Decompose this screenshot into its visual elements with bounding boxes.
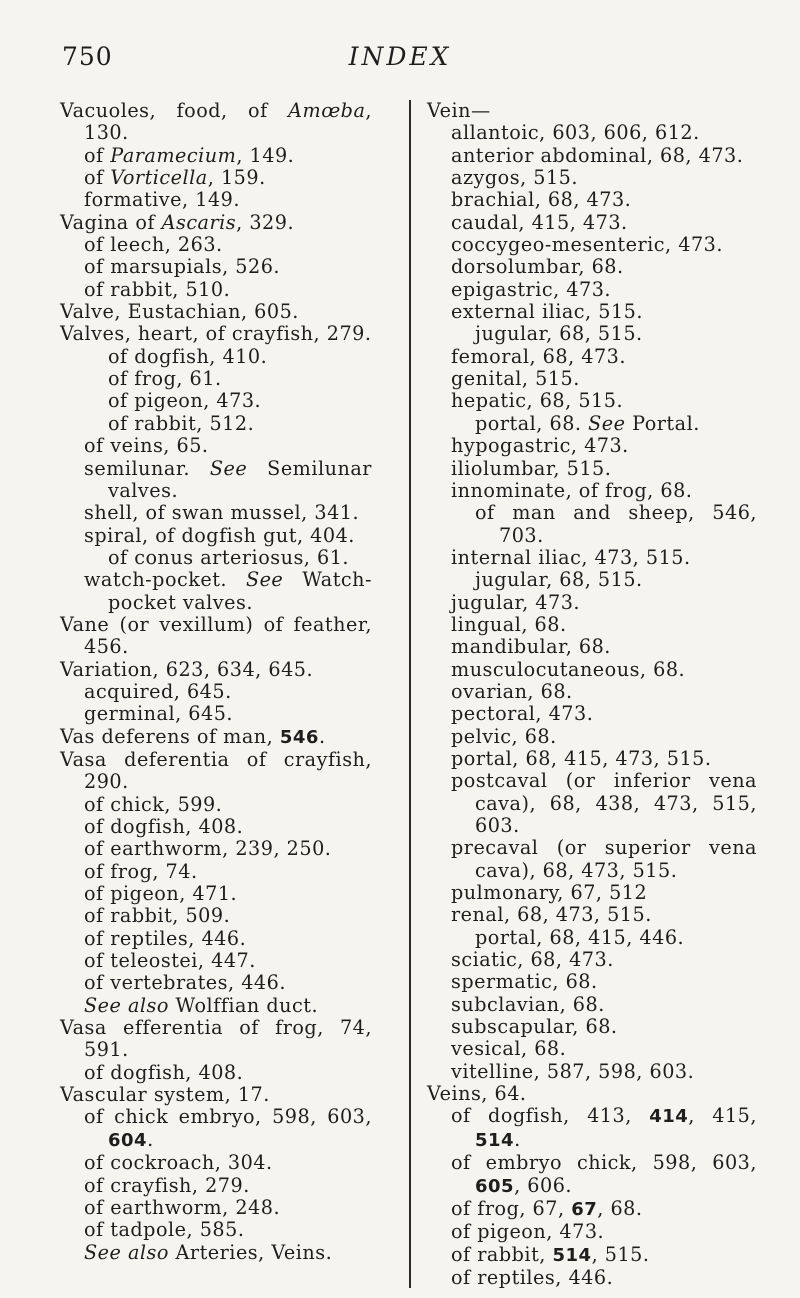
entry-text: anterior abdominal, 68, 473. xyxy=(451,143,744,167)
index-subentry xyxy=(427,480,757,502)
index-subentry xyxy=(427,904,757,926)
index-subentry xyxy=(427,1244,757,1267)
entry-text: of leech, 263. xyxy=(84,233,223,257)
entry-text: of crayfish, 279. xyxy=(84,1173,250,1197)
index-subentry xyxy=(427,659,757,681)
entry-text: Portal. xyxy=(625,411,700,435)
entry-text: of dogfish, 408. xyxy=(84,815,244,838)
entry-text: Veins, 64. xyxy=(427,1082,527,1106)
entry-text: mandibular, 68. xyxy=(451,635,611,659)
bold-page-ref: 514 xyxy=(552,1244,592,1266)
entry-text: subclavian, 68. xyxy=(451,992,605,1016)
bold-page-ref: 546 xyxy=(279,726,319,748)
index-subentry xyxy=(60,1175,372,1197)
italic-term: See also xyxy=(84,1240,169,1264)
index-column-right xyxy=(427,100,757,1289)
index-subentry xyxy=(427,413,757,435)
entry-text: , 606. xyxy=(514,1173,572,1197)
entry-text: of earthworm, 248. xyxy=(84,1195,281,1219)
index-subentry xyxy=(427,279,757,301)
entry-text: epigastric, 473. xyxy=(451,277,612,301)
entry-text: of dogfish, 408. xyxy=(84,1060,244,1084)
index-subentry xyxy=(60,1219,372,1241)
bold-page-ref: 414 xyxy=(649,1106,689,1128)
index-subentry xyxy=(427,1061,757,1083)
entry-text: of embryo chick, 598, 603, xyxy=(451,1151,757,1175)
index-entry xyxy=(60,100,372,145)
entry-text: of man and sheep, 546, 703. xyxy=(475,501,757,547)
entry-text: semilunar. xyxy=(84,456,210,480)
index-subentry xyxy=(427,681,757,703)
index-entry xyxy=(60,323,372,345)
index-subentry xyxy=(427,234,757,256)
entry-text: of rabbit, xyxy=(451,1242,553,1266)
italic-term: See xyxy=(588,411,626,435)
index-subentry xyxy=(427,502,757,547)
entry-text: lingual, 68. xyxy=(451,612,567,636)
entry-text: vitelline, 587, 598, 603. xyxy=(451,1059,695,1083)
index-entry xyxy=(60,726,372,749)
index-entry xyxy=(60,659,372,681)
index-subentry xyxy=(427,390,757,412)
index-subentry xyxy=(427,256,757,278)
entry-text: germinal, 645. xyxy=(84,702,233,726)
entry-text: of tadpole, 585. xyxy=(84,1218,245,1242)
index-subentry xyxy=(60,995,372,1017)
index-subentry xyxy=(427,994,757,1016)
entry-text: of xyxy=(84,166,111,190)
index-subentry xyxy=(427,167,757,189)
entry-text: Watch-pocket valves. xyxy=(108,568,372,614)
index-subentry xyxy=(60,1106,372,1152)
entry-text: , 159. xyxy=(207,166,266,190)
entry-text: Vane (or vexillum) of feather, 456. xyxy=(60,612,372,659)
index-subentry xyxy=(60,256,372,278)
entry-text: of cockroach, 304. xyxy=(84,1151,273,1175)
entry-text: musculocutaneous, 68. xyxy=(451,657,686,681)
index-subentry xyxy=(427,927,757,949)
entry-text: spermatic, 68. xyxy=(451,970,598,994)
index-subentry xyxy=(427,547,757,569)
index-subentry xyxy=(60,816,372,838)
index-subentry xyxy=(60,390,372,412)
entry-text: of dogfish, 410. xyxy=(108,344,268,368)
entry-text: of reptiles, 446. xyxy=(451,1265,614,1289)
entry-text: of pigeon, 471. xyxy=(84,882,238,906)
index-subentry xyxy=(60,346,372,368)
entry-text: watch-pocket. xyxy=(84,568,246,592)
bold-page-ref: 67 xyxy=(571,1198,598,1220)
entry-text: , 415, xyxy=(688,1104,757,1128)
entry-text: pelvic, 68. xyxy=(451,724,557,748)
entry-text: sciatic, 68, 473. xyxy=(451,948,614,972)
entry-text: innominate, of frog, 68. xyxy=(451,478,693,502)
bold-page-ref: 605 xyxy=(475,1175,515,1197)
entry-text: of frog, 61. xyxy=(108,367,222,391)
italic-term: See xyxy=(245,568,284,592)
index-subentry xyxy=(60,525,372,547)
entry-text: , 329. xyxy=(236,210,295,234)
running-head: INDEX xyxy=(348,42,452,71)
index-entry xyxy=(60,301,372,323)
index-subentry xyxy=(427,1152,757,1198)
entry-text: Vasa efferentia of frog, 74, 591. xyxy=(60,1016,372,1062)
entry-text: of pigeon, 473. xyxy=(451,1220,605,1244)
index-subentry xyxy=(60,794,372,816)
italic-term: Vorticella xyxy=(110,166,208,190)
entry-text: spiral, of dogfish gut, 404. xyxy=(84,523,355,547)
index-entry xyxy=(60,212,372,234)
column-divider xyxy=(409,100,411,1288)
entry-text: . xyxy=(318,724,326,748)
italic-term: See also xyxy=(84,993,169,1017)
index-subentry xyxy=(427,748,757,770)
entry-text: . xyxy=(147,1127,154,1151)
index-subentry xyxy=(60,883,372,905)
entry-text: genital, 515. xyxy=(451,367,580,391)
entry-text: jugular, 68, 515. xyxy=(475,568,643,592)
entry-text: , 149. xyxy=(236,143,295,167)
entry-text: jugular, 473. xyxy=(451,590,581,614)
italic-term: See xyxy=(209,456,248,480)
entry-text: precaval (or superior vena cava), 68, 473, 515. xyxy=(451,836,757,882)
index-entry xyxy=(427,1083,757,1105)
index-subentry xyxy=(60,435,372,457)
index-subentry xyxy=(60,569,372,614)
entry-text: Arteries, Veins. xyxy=(168,1240,333,1264)
index-entry xyxy=(60,1017,372,1062)
index-column-left xyxy=(60,100,372,1264)
entry-text: coccygeo-mesenteric, 473. xyxy=(451,233,723,257)
index-subentry xyxy=(427,569,757,591)
bold-page-ref: 514 xyxy=(475,1129,515,1151)
index-subentry xyxy=(427,837,757,882)
index-subentry xyxy=(427,1038,757,1060)
entry-text: of dogfish, 413, xyxy=(451,1104,650,1128)
index-subentry xyxy=(427,145,757,167)
index-entry xyxy=(427,100,757,122)
index-subentry xyxy=(427,323,757,345)
entry-text: of earthworm, 239, 250. xyxy=(84,837,332,861)
index-subentry xyxy=(427,703,757,725)
index-subentry xyxy=(427,435,757,457)
entry-text: of frog, 67, xyxy=(451,1196,572,1220)
entry-text: Vas deferens of man, xyxy=(60,724,280,748)
entry-text: portal, 68. xyxy=(475,411,589,435)
entry-text: of marsupials, 526. xyxy=(84,255,281,279)
entry-text: Wolffian duct. xyxy=(168,993,319,1017)
entry-text: brachial, 68, 473. xyxy=(451,188,632,212)
entry-text: postcaval (or inferior vena cava), 68, 438, 473, 515, 603. xyxy=(451,769,757,837)
entry-text: Vagina of xyxy=(60,210,162,234)
index-subentry xyxy=(427,122,757,144)
index-subentry xyxy=(427,882,757,904)
index-subentry xyxy=(427,346,757,368)
index-subentry xyxy=(60,502,372,524)
entry-text: iliolumbar, 515. xyxy=(451,456,612,480)
entry-text: jugular, 68, 515. xyxy=(475,322,643,346)
index-subentry xyxy=(427,726,757,748)
entry-text: vesical, 68. xyxy=(451,1037,567,1061)
entry-text: pulmonary, 67, 512 xyxy=(451,881,648,905)
index-subentry xyxy=(60,972,372,994)
index-subentry xyxy=(60,413,372,435)
index-entry xyxy=(60,614,372,659)
index-subentry xyxy=(427,770,757,837)
entry-text: allantoic, 603, 606, 612. xyxy=(451,121,700,145)
index-subentry xyxy=(427,189,757,211)
index-subentry xyxy=(60,838,372,860)
entry-text: portal, 68, 415, 446. xyxy=(475,925,685,949)
entry-text: of rabbit, 510. xyxy=(84,277,231,301)
index-subentry xyxy=(60,1242,372,1264)
entry-text: ovarian, 68. xyxy=(451,679,573,703)
entry-text: of frog, 74. xyxy=(84,859,198,883)
index-subentry xyxy=(60,681,372,703)
entry-text: azygos, 515. xyxy=(451,166,578,190)
index-subentry xyxy=(60,928,372,950)
entry-text: of rabbit, 512. xyxy=(108,411,255,435)
index-subentry xyxy=(60,234,372,256)
index-subentry xyxy=(427,614,757,636)
bold-page-ref: 604 xyxy=(108,1129,148,1151)
entry-text: of xyxy=(84,143,111,167)
index-subentry xyxy=(427,592,757,614)
entry-text: Vacuoles, food, of xyxy=(60,99,289,122)
entry-text: subscapular, 68. xyxy=(451,1015,618,1039)
entry-text: acquired, 645. xyxy=(84,679,232,703)
entry-text: hypogastric, 473. xyxy=(451,434,629,458)
index-subentry xyxy=(427,458,757,480)
index-subentry xyxy=(60,703,372,725)
entry-text: dorsolumbar, 68. xyxy=(451,255,624,279)
entry-text: of chick embryo, 598, 603, xyxy=(84,1105,372,1129)
italic-term: Ascaris xyxy=(161,210,237,234)
entry-text: of teleostei, 447. xyxy=(84,949,256,973)
italic-term: Paramecium xyxy=(110,143,237,167)
entry-text: renal, 68, 473, 515. xyxy=(451,903,652,927)
index-subentry xyxy=(427,212,757,234)
entry-text: internal iliac, 473, 515. xyxy=(451,545,691,569)
index-subentry xyxy=(427,636,757,658)
index-subentry xyxy=(60,368,372,390)
index-subentry xyxy=(427,949,757,971)
entry-text: , 130. xyxy=(84,99,372,145)
entry-text: femoral, 68, 473. xyxy=(451,344,626,368)
entry-text: . xyxy=(514,1127,521,1151)
entry-text: of reptiles, 446. xyxy=(84,926,247,950)
entry-text: pectoral, 473. xyxy=(451,702,594,726)
entry-text: caudal, 415, 473. xyxy=(451,210,628,234)
entry-text: of chick, 599. xyxy=(84,792,223,816)
index-subentry xyxy=(60,547,372,569)
entry-text: external iliac, 515. xyxy=(451,300,643,324)
index-subentry xyxy=(60,1197,372,1219)
entry-text: Vascular system, 17. xyxy=(60,1083,270,1107)
entry-text: of veins, 65. xyxy=(84,434,209,458)
entry-text: Vasa deferentia of crayfish, 290. xyxy=(60,747,372,794)
index-subentry xyxy=(60,279,372,301)
entry-text: , 68. xyxy=(597,1196,643,1220)
index-subentry xyxy=(60,861,372,883)
entry-text: portal, 68, 415, 473, 515. xyxy=(451,746,712,770)
index-subentry xyxy=(427,368,757,390)
entry-text: of pigeon, 473. xyxy=(108,389,262,413)
index-subentry xyxy=(427,1267,757,1289)
index-subentry xyxy=(60,950,372,972)
entry-text: of rabbit, 509. xyxy=(84,904,231,928)
entry-text: hepatic, 68, 515. xyxy=(451,389,624,413)
entry-text: formative, 149. xyxy=(84,188,240,212)
entry-text: Vein— xyxy=(427,99,491,122)
index-subentry xyxy=(427,1198,757,1221)
italic-term: Amœba xyxy=(288,99,366,122)
entry-text: Valve, Eustachian, 605. xyxy=(60,300,299,324)
index-entry xyxy=(60,749,372,794)
index-subentry xyxy=(427,1105,757,1152)
index-subentry xyxy=(60,189,372,211)
index-subentry xyxy=(60,167,372,189)
entry-text: of vertebrates, 446. xyxy=(84,971,286,995)
entry-text: , 515. xyxy=(591,1242,650,1266)
index-entry xyxy=(60,1084,372,1106)
index-subentry xyxy=(60,1062,372,1084)
index-subentry xyxy=(60,145,372,167)
index-subentry xyxy=(60,905,372,927)
page-number: 750 xyxy=(62,42,113,71)
index-subentry xyxy=(427,1016,757,1038)
entry-text: Semilunar valves. xyxy=(108,456,372,502)
index-subentry xyxy=(427,1221,757,1243)
page-header xyxy=(0,42,800,82)
index-subentry xyxy=(60,1152,372,1174)
entry-text: Variation, 623, 634, 645. xyxy=(60,657,314,681)
entry-text: of conus arteriosus, 61. xyxy=(108,545,350,569)
entry-text: shell, of swan mussel, 341. xyxy=(84,501,360,525)
entry-text: Valves, heart, of crayfish, 279. xyxy=(60,322,372,346)
index-subentry xyxy=(427,301,757,323)
index-subentry xyxy=(60,458,372,503)
index-subentry xyxy=(427,971,757,993)
